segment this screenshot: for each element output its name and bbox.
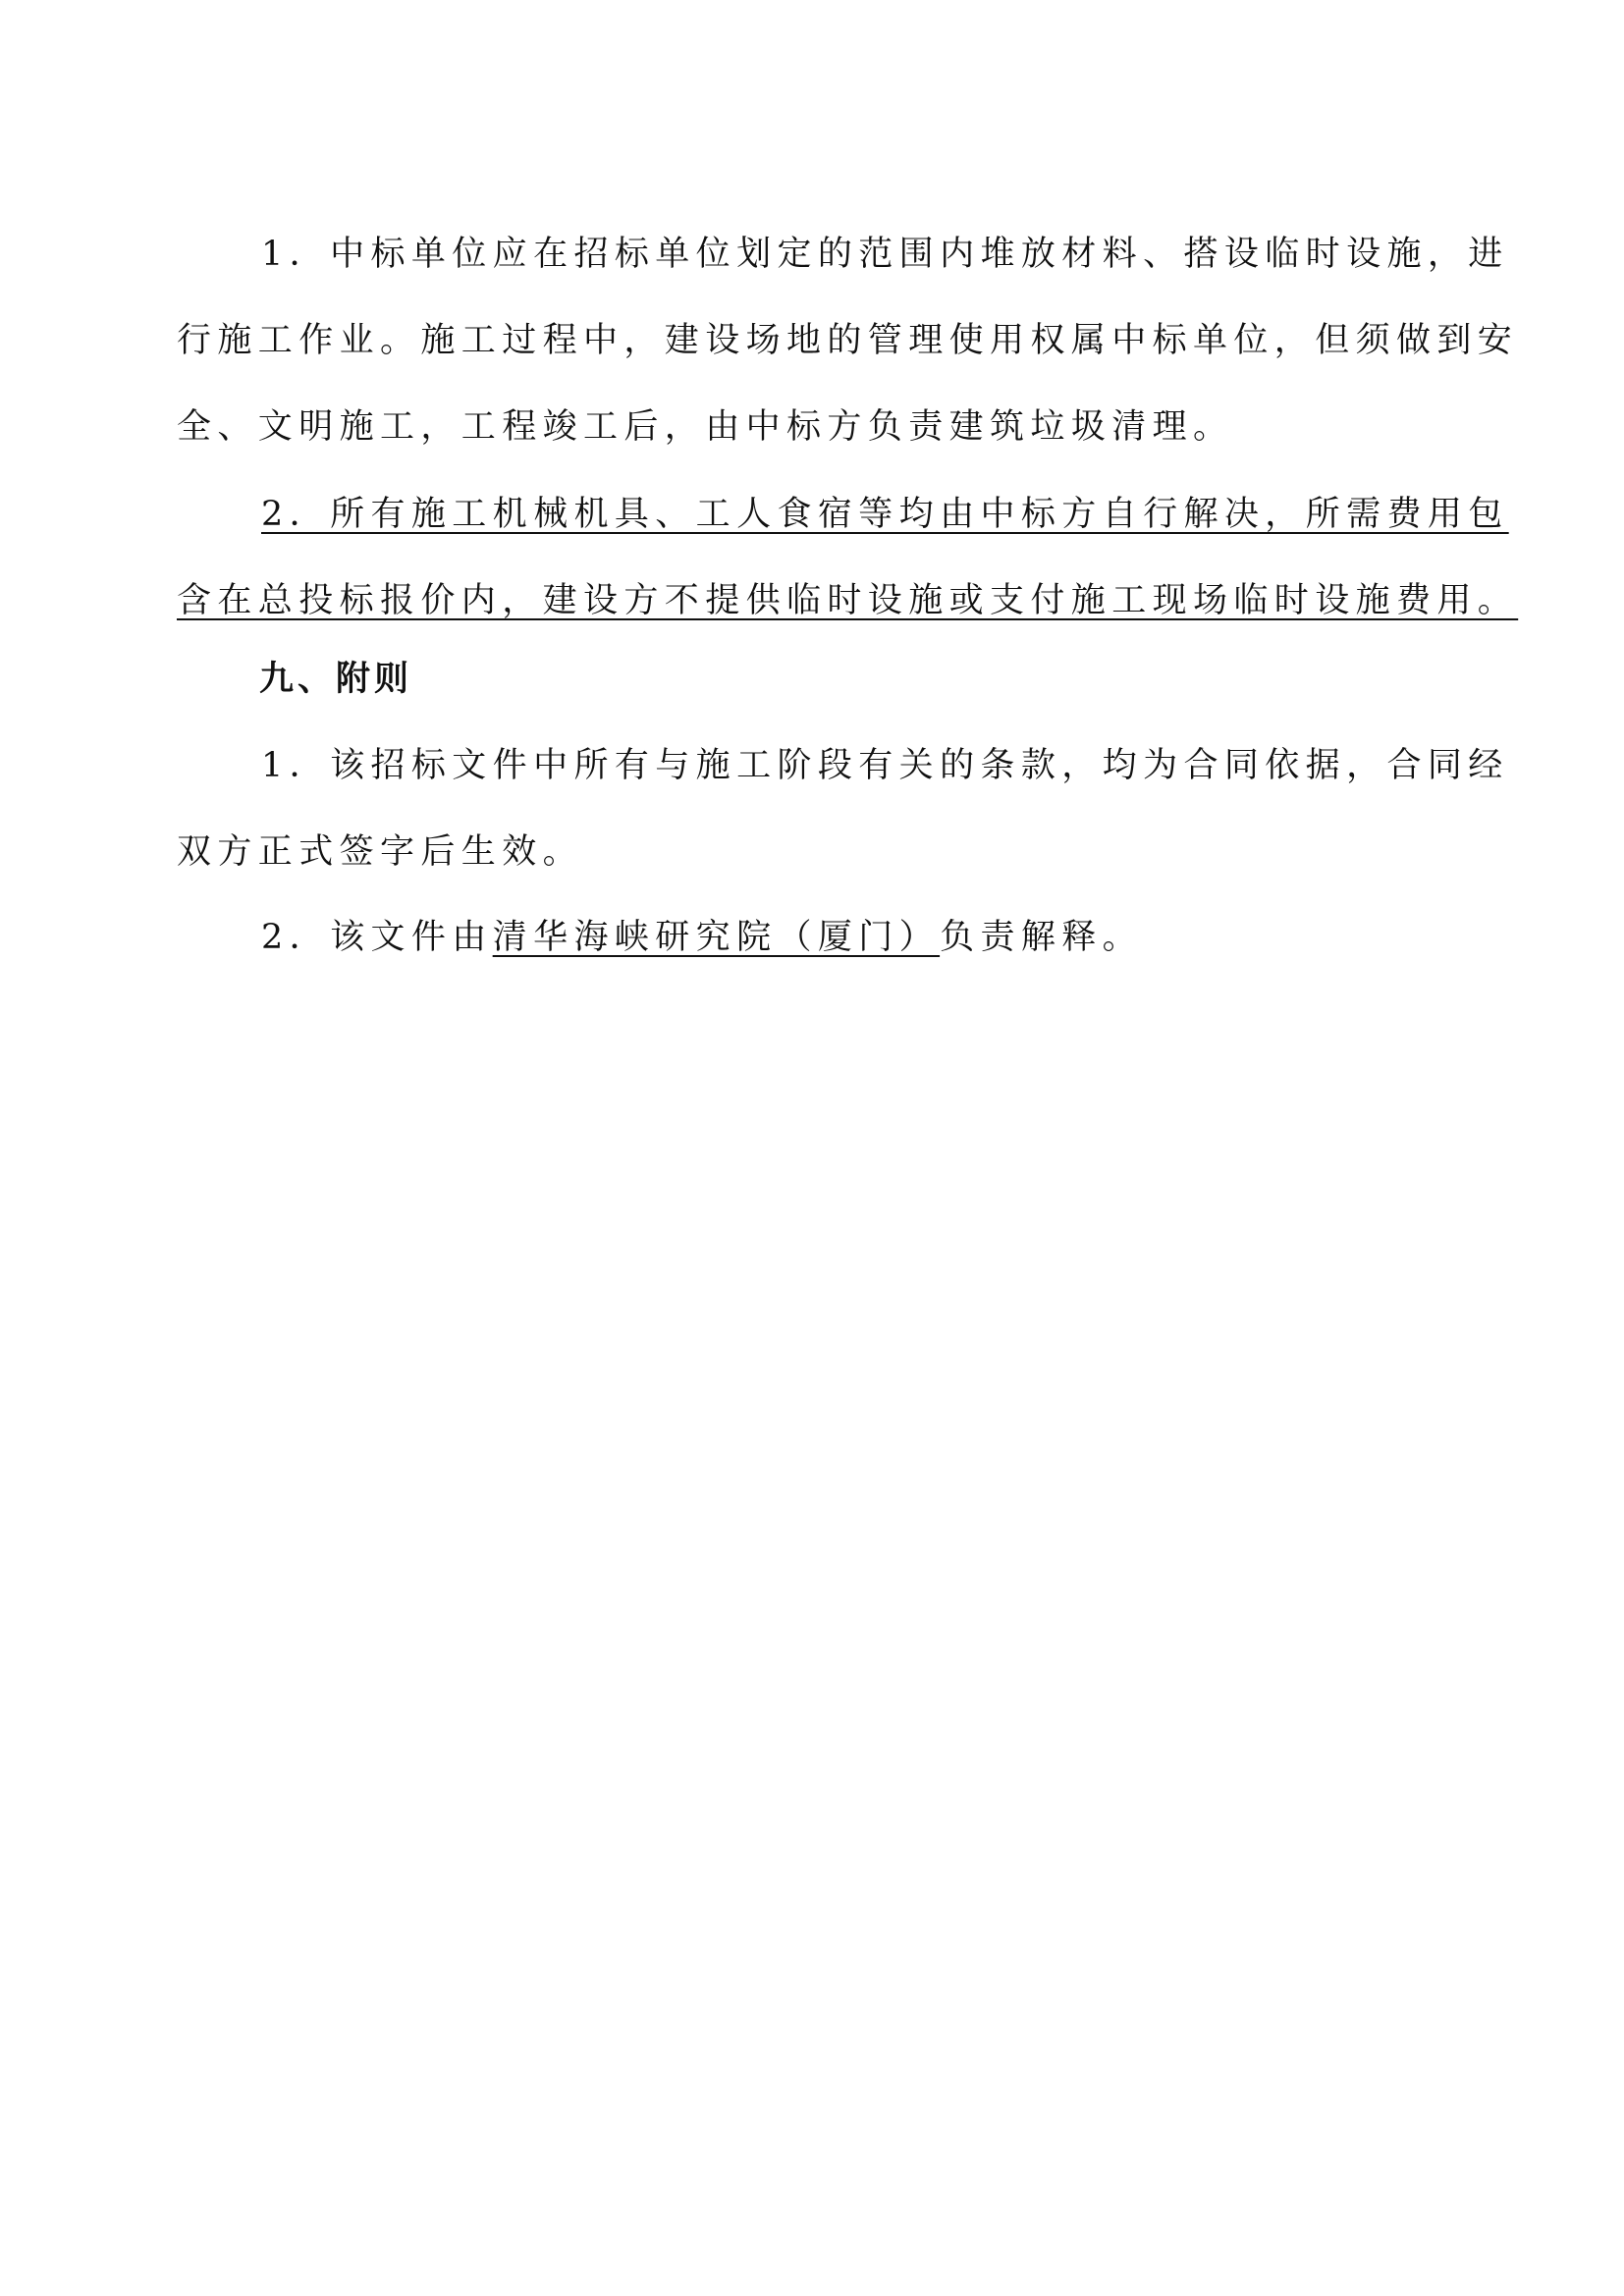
s8-item2-line2 [177,576,1519,625]
s9-item1-line1: 1．该招标文件中所有与施工阶段有关的条款，均为合同依据，合同经 [261,746,1509,785]
s8-item1-line2: 行施工作业。施工过程中，建设场地的管理使用权属中标单位，但须做到安 [177,321,1519,360]
s9-item2-line [261,913,1538,962]
s9-item1-line2: 双方正式签字后生效。 [177,832,584,872]
s8-item2-line1-text: 2．所有施工机械机具、工人食宿等均由中标方自行解决，所需费用包 [261,495,1509,534]
s8-item2-line1 [261,490,1538,539]
section9-heading: 九、附则 [259,660,413,699]
s9-item2-suffix: 负责解释。 [940,918,1144,957]
s8-item2-line2-text: 含在总投标报价内，建设方不提供临时设施或支付施工现场临时设施费用。 [177,581,1519,620]
s9-item2-prefix: 2．该文件由 [261,918,493,957]
s8-item1-line1: 1．中标单位应在招标单位划定的范围内堆放材料、搭设临时设施，进 [261,235,1509,274]
s9-item2-org: 清华海峡研究院（厦门） [492,918,941,957]
s8-item1-line3: 全、文明施工，工程竣工后，由中标方负责建筑垃圾清理。 [177,407,1234,447]
